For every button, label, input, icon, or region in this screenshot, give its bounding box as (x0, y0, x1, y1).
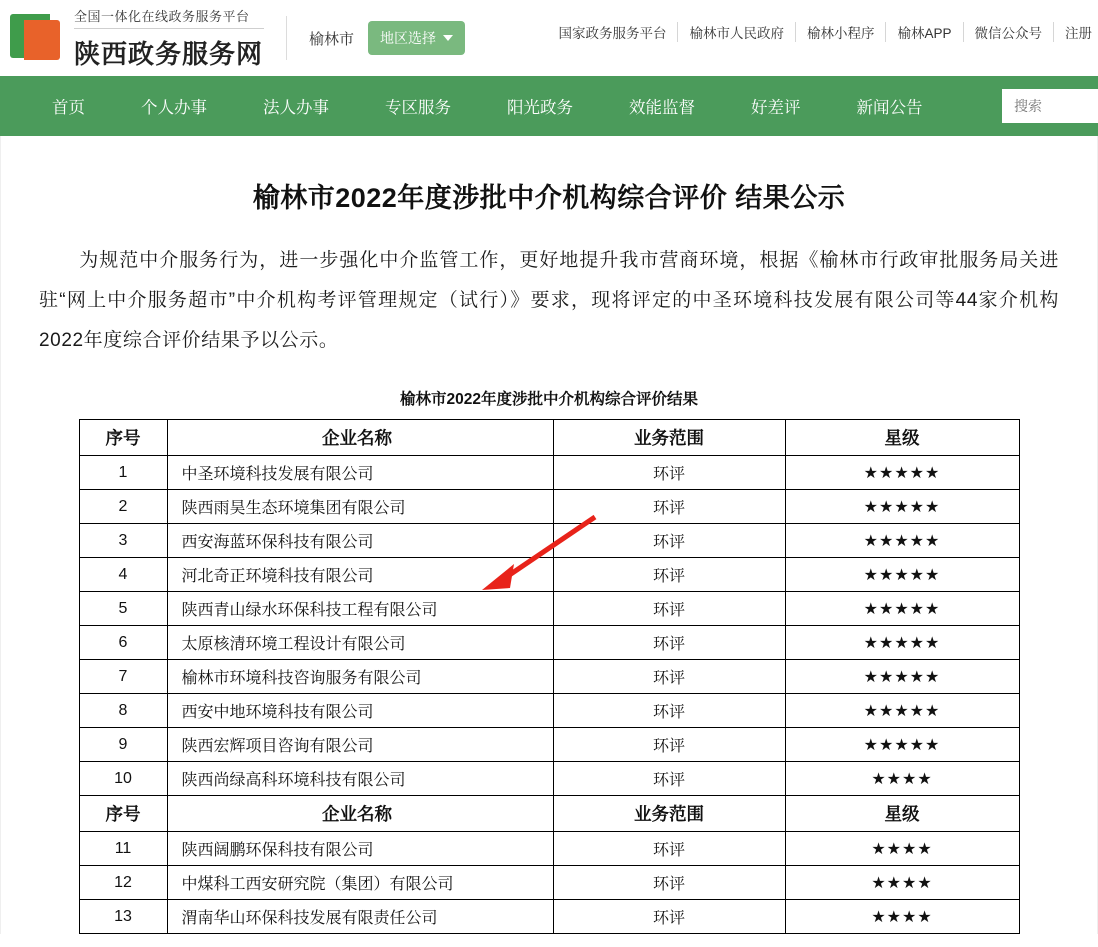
current-city-label: 榆林市 (309, 30, 355, 48)
cell-scope: 环评 (553, 660, 785, 694)
search-input[interactable] (1012, 97, 1098, 115)
nav-item-legal-entity[interactable]: 法人办事 (263, 99, 329, 117)
cell-company: 榆林市环境科技咨询服务有限公司 (167, 660, 553, 694)
cell-stars: ★★★★★ (785, 592, 1019, 626)
cell-index: 7 (79, 660, 167, 694)
article-paragraph-text: 为规范中介服务行为，进一步强化中介监管工作，更好地提升我市营商环境，根据《榆林市行政审批服务局关进驻“网上中介服务超市”中介机构考评管理规定（试行）》要求，现将评定的中圣环境科技发展有限公司等44家介机构2022年度综合评价结果予以公示。 (39, 250, 1059, 351)
cell-index: 11 (79, 832, 167, 866)
cell-company: 中圣环境科技发展有限公司 (167, 456, 553, 490)
table-row (79, 694, 1019, 728)
main-nav (0, 76, 1098, 136)
site-logo-text (74, 6, 264, 71)
header-link-yulin-government[interactable]: 榆林市人民政府 (678, 22, 796, 42)
th-scope: 业务范围 (553, 796, 785, 832)
table-row (79, 592, 1019, 626)
table-row (79, 866, 1019, 900)
region-select-button[interactable] (368, 21, 465, 55)
page-title: 榆林市2022年度涉批中介机构综合评价 结果公示 (252, 183, 846, 213)
cell-company: 中煤科工西安研究院（集团）有限公司 (167, 866, 553, 900)
cell-index: 1 (79, 456, 167, 490)
header-link-wechat-account[interactable]: 微信公众号 (964, 22, 1055, 42)
results-table (79, 419, 1020, 934)
header-divider (286, 16, 287, 60)
header-link-register[interactable]: 注册 (1065, 26, 1092, 41)
th-company: 企业名称 (167, 796, 553, 832)
header-links (547, 22, 1098, 42)
cell-stars: ★★★★★ (785, 490, 1019, 524)
cell-scope: 环评 (553, 762, 785, 796)
table-row (79, 660, 1019, 694)
cell-index: 10 (79, 762, 167, 796)
cell-scope: 环评 (553, 728, 785, 762)
cell-stars: ★★★★★ (785, 456, 1019, 490)
cell-scope: 环评 (553, 900, 785, 934)
cell-company: 太原核清环境工程设计有限公司 (167, 626, 553, 660)
th-stars: 星级 (785, 420, 1019, 456)
logo-subtitle: 全国一体化在线政务服务平台 (74, 6, 264, 29)
site-logo-icon (10, 12, 62, 64)
cell-index: 5 (79, 592, 167, 626)
th-company: 企业名称 (167, 420, 553, 456)
table-row (79, 524, 1019, 558)
cell-stars: ★★★★★ (785, 660, 1019, 694)
cell-company: 河北奇正环境科技有限公司 (167, 558, 553, 592)
cell-company: 陕西尚绿高科环境科技有限公司 (167, 762, 553, 796)
logo-title: 陕西政务服务网 (74, 38, 264, 69)
cell-company: 西安中地环境科技有限公司 (167, 694, 553, 728)
article-paragraph (25, 241, 1073, 361)
cell-stars: ★★★★★ (785, 558, 1019, 592)
header-link-national-platform[interactable]: 国家政务服务平台 (547, 22, 678, 42)
article-content (0, 136, 1098, 934)
header-link-yulin-app[interactable]: 榆林APP (886, 22, 963, 42)
cell-company: 陕西青山绿水环保科技工程有限公司 (167, 592, 553, 626)
cell-scope: 环评 (553, 626, 785, 660)
table-row (79, 456, 1019, 490)
table-row (79, 558, 1019, 592)
cell-index: 2 (79, 490, 167, 524)
table-row (79, 490, 1019, 524)
table-row (79, 900, 1019, 934)
nav-item-zone-service[interactable]: 专区服务 (385, 99, 451, 117)
th-scope: 业务范围 (553, 420, 785, 456)
cell-index: 9 (79, 728, 167, 762)
cell-index: 4 (79, 558, 167, 592)
table-header-row (79, 420, 1019, 456)
th-index: 序号 (79, 796, 167, 832)
cell-index: 13 (79, 900, 167, 934)
cell-company: 陕西宏辉项目咨询有限公司 (167, 728, 553, 762)
cell-stars: ★★★★ (785, 762, 1019, 796)
cell-index: 6 (79, 626, 167, 660)
cell-index: 3 (79, 524, 167, 558)
site-header (0, 0, 1098, 76)
cell-stars: ★★★★★ (785, 728, 1019, 762)
cell-stars: ★★★★ (785, 832, 1019, 866)
cell-scope: 环评 (553, 592, 785, 626)
table-row (79, 762, 1019, 796)
cell-stars: ★★★★★ (785, 694, 1019, 728)
cell-company: 陕西雨昊生态环境集团有限公司 (167, 490, 553, 524)
nav-item-news[interactable]: 新闻公告 (856, 99, 923, 117)
cell-scope: 环评 (553, 456, 785, 490)
cell-stars: ★★★★★ (785, 524, 1019, 558)
nav-item-home[interactable]: 首页 (52, 99, 85, 117)
region-select-label: 地区选择 (380, 30, 437, 46)
table-row (79, 626, 1019, 660)
nav-item-efficiency-supervision[interactable]: 效能监督 (629, 99, 695, 117)
cell-stars: ★★★★★ (785, 626, 1019, 660)
th-stars: 星级 (785, 796, 1019, 832)
cell-company: 渭南华山环保科技发展有限责任公司 (167, 900, 553, 934)
th-index: 序号 (79, 420, 167, 456)
cell-stars: ★★★★ (785, 900, 1019, 934)
nav-item-sunshine-government[interactable]: 阳光政务 (507, 99, 573, 117)
nav-item-rating[interactable]: 好差评 (751, 99, 801, 117)
cell-scope: 环评 (553, 866, 785, 900)
nav-item-personal[interactable]: 个人办事 (141, 99, 207, 117)
cell-index: 8 (79, 694, 167, 728)
cell-scope: 环评 (553, 694, 785, 728)
search-box[interactable] (1002, 89, 1098, 123)
cell-company: 西安海蓝环保科技有限公司 (167, 524, 553, 558)
table-row (79, 832, 1019, 866)
cell-company: 陕西阔鹏环保科技有限公司 (167, 832, 553, 866)
cell-index: 12 (79, 866, 167, 900)
header-link-yulin-miniprogram[interactable]: 榆林小程序 (796, 22, 887, 42)
cell-stars: ★★★★ (785, 866, 1019, 900)
table-header-row-repeat (79, 796, 1019, 832)
cell-scope: 环评 (553, 558, 785, 592)
table-row (79, 728, 1019, 762)
cell-scope: 环评 (553, 524, 785, 558)
chevron-down-icon (443, 35, 453, 41)
table-caption: 榆林市2022年度涉批中介机构综合评价结果 (400, 391, 698, 408)
cell-scope: 环评 (553, 832, 785, 866)
cell-scope: 环评 (553, 490, 785, 524)
